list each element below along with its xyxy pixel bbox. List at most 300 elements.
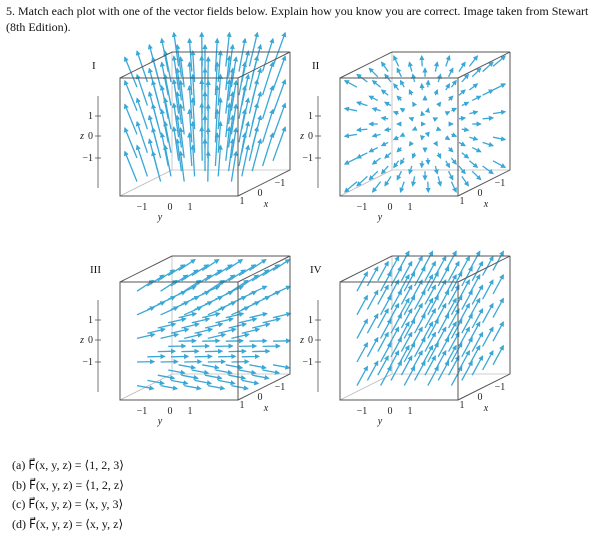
vector-arrow (263, 319, 281, 323)
vector-arrow (357, 102, 367, 105)
vector-arrow (158, 324, 176, 328)
vector-arrow (483, 142, 493, 145)
vector-arrow (252, 270, 269, 281)
vector-arrow (401, 356, 411, 375)
vector-arrow (345, 134, 357, 136)
option-a (12, 456, 124, 476)
vector-arrow (438, 291, 448, 310)
vector-arrow (459, 351, 469, 370)
vector-arrow (493, 112, 505, 114)
vector-arrow (415, 291, 425, 310)
vector-arrow (367, 291, 377, 310)
vector-arrow (192, 370, 209, 373)
vector-arrow (382, 90, 389, 95)
vector-arrow (202, 365, 219, 368)
vector-arrow (472, 96, 481, 100)
vector-arrow (218, 275, 235, 286)
vector-arrow (493, 137, 505, 139)
option-b-tag: (b) (12, 477, 26, 492)
vector-arrow (469, 346, 479, 365)
vector-arrow (345, 158, 357, 164)
option-c-expr: F⃗(x, y, z) = ⟨x, y, 3⟩ (28, 497, 124, 511)
vector-arrow (409, 142, 411, 145)
vector-arrow (462, 129, 469, 130)
vector-arrow (153, 104, 161, 134)
y-tick-label: 1 (407, 406, 413, 417)
vector-arrow (413, 102, 415, 105)
vector-arrow (459, 280, 469, 299)
x-tick-label: 0 (257, 392, 263, 403)
vector-arrow (483, 90, 493, 95)
vector-arrow (462, 361, 472, 380)
panel-label-1: I (92, 60, 96, 72)
vector-arrow (242, 380, 258, 383)
vector-arrow (249, 365, 266, 368)
vector-arrow (218, 329, 236, 333)
panel-label-3: III (90, 264, 101, 276)
x-tick-label: 1 (459, 400, 465, 411)
vector-arrow (483, 118, 493, 119)
vector-arrow (462, 267, 472, 286)
vector-arrow (345, 108, 357, 110)
y-tick-label: 0 (387, 202, 393, 213)
option-c (12, 495, 124, 515)
vector-arrow (367, 267, 377, 286)
vector-arrow (357, 343, 367, 362)
vector-arrow (263, 265, 280, 276)
vector-arrow (394, 137, 399, 139)
vector-arrow (184, 386, 201, 389)
x-axis (240, 382, 286, 414)
vector-arrow (369, 68, 378, 77)
vector-arrow (153, 81, 161, 111)
z-tick-label: 0 (88, 335, 93, 346)
vector-arrow (462, 176, 469, 185)
z-axis-label: z (300, 131, 304, 142)
vector-arrow (388, 257, 398, 276)
vector-arrow (249, 286, 266, 294)
vector-arrows (125, 33, 285, 182)
z-tick-label: 0 (308, 335, 313, 346)
z-tick-label: −1 (82, 153, 93, 164)
vector-arrow (202, 33, 203, 67)
vector-arrow (381, 367, 391, 386)
y-tick-label: −1 (356, 406, 368, 417)
vector-arrow (459, 62, 465, 71)
vector-arrow (435, 280, 445, 299)
option-a-tag: (a) (12, 458, 26, 472)
z-axis (299, 300, 321, 392)
vector-arrow (381, 296, 391, 315)
vector-arrow (493, 275, 503, 294)
vector-arrow (378, 309, 388, 328)
vector-arrow (382, 142, 389, 145)
vector-arrow (435, 166, 437, 174)
option-d (12, 515, 124, 535)
z-tick-label: 1 (308, 315, 313, 326)
vector-arrow (428, 108, 429, 110)
option-c-tag: (c) (12, 497, 26, 511)
vector-arrow (462, 153, 469, 158)
vector-arrow (249, 314, 267, 318)
vector-arrow (397, 171, 401, 180)
vector-arrow (184, 334, 202, 338)
vector-arrow (422, 251, 432, 270)
vector-arrow (483, 351, 493, 370)
z-tick-label: −1 (302, 153, 313, 164)
vector-arrow (357, 296, 367, 315)
option-a-expr: F⃗(x, y, z) = ⟨1, 2, 3⟩ (28, 458, 124, 472)
vector-arrow (192, 319, 210, 323)
x-tick-label: −1 (274, 178, 286, 189)
vector-arrow (373, 81, 381, 88)
vector-arrow (435, 257, 445, 276)
vector-arrow (493, 251, 503, 270)
vector-arrow (493, 84, 505, 90)
vector-arrow (388, 351, 398, 370)
vector-arrow (381, 343, 391, 362)
vector-arrow (493, 299, 503, 318)
x-tick-label: −1 (494, 382, 506, 393)
y-tick-label: −1 (356, 202, 368, 213)
vector-arrow (451, 158, 456, 164)
vector-arrow (451, 134, 456, 136)
x-axis-label: x (263, 403, 269, 414)
vector-arrow (397, 148, 401, 152)
vector-arrow (385, 102, 391, 105)
x-tick-label: −1 (274, 382, 286, 393)
question-number: 5. (6, 4, 15, 18)
vector-arrow (357, 176, 367, 185)
vector-arrow (459, 304, 469, 323)
x-tick-label: 0 (257, 188, 263, 199)
vector-arrow (242, 329, 259, 333)
z-axis-label: z (80, 131, 84, 142)
vector-arrow (401, 262, 411, 281)
vector-arrow (438, 314, 448, 333)
y-tick-label: 1 (187, 202, 193, 213)
vector-arrow (435, 90, 437, 95)
vector-arrow (425, 309, 435, 328)
vector-arrow (391, 291, 401, 310)
vector-arrow (381, 319, 391, 338)
y-tick-label: 1 (407, 202, 413, 213)
vector-arrow (401, 309, 411, 328)
vector-arrow (472, 148, 481, 152)
vector-arrows (345, 56, 505, 192)
vector-arrow (438, 361, 448, 380)
vector-arrow (229, 324, 247, 328)
vector-arrow (394, 161, 399, 168)
vector-arrow (428, 158, 429, 164)
vector-arrow (147, 329, 165, 333)
z-tick-label: 0 (88, 131, 93, 142)
vector-arrow (357, 129, 367, 130)
z-tick-label: 1 (308, 111, 313, 122)
vector-arrow (231, 334, 249, 338)
vector-arrow (404, 367, 414, 386)
vector-arrow (469, 161, 477, 168)
vector-arrow (415, 267, 425, 286)
vector-arrow (412, 304, 422, 323)
vector-arrow (459, 118, 465, 119)
vector-arrow (226, 286, 243, 294)
vector-arrow (422, 84, 423, 90)
vector-arrow (382, 118, 389, 119)
vector-arrow (413, 153, 415, 158)
vector-arrow (161, 334, 179, 338)
vector-arrow (367, 338, 377, 357)
vector-arrow (231, 386, 248, 389)
y-axis (357, 406, 413, 427)
vector-arrow (202, 314, 220, 318)
vector-arrow (415, 361, 425, 380)
vector-arrow (438, 267, 448, 286)
vector-arrow (394, 84, 399, 90)
vector-arrow (252, 375, 269, 378)
vector-arrow (208, 57, 209, 87)
y-tick-label: 0 (167, 202, 173, 213)
z-axis (299, 96, 321, 188)
z-axis-label: z (300, 335, 304, 346)
vector-arrow (469, 299, 479, 318)
vector-arrow (413, 176, 415, 185)
vector-arrow (462, 314, 472, 333)
vector-arrow (428, 367, 438, 386)
vector-arrow (401, 182, 405, 192)
vector-arrow (394, 56, 399, 66)
vector-arrow (446, 112, 450, 114)
y-axis (137, 406, 193, 427)
vector-arrow (483, 304, 493, 323)
x-axis (240, 178, 286, 210)
vector-arrow (147, 380, 164, 383)
vector-arrow (469, 84, 477, 90)
z-tick-label: 0 (308, 131, 313, 142)
vector-arrow (367, 361, 377, 380)
vector-arrow (357, 367, 367, 386)
vector-arrow (179, 314, 197, 318)
vector-arrow (412, 351, 422, 370)
vector-arrow (125, 128, 137, 158)
vector-arrow (263, 370, 280, 373)
vector-arrow (171, 329, 189, 333)
vector-arrow (273, 314, 291, 318)
vector-arrow (493, 161, 505, 168)
z-axis (79, 300, 101, 392)
vector-arrow (373, 158, 381, 164)
vector-arrow (472, 68, 481, 77)
x-tick-label: 0 (477, 188, 483, 199)
vector-arrow (483, 327, 493, 346)
x-tick-label: 1 (239, 400, 245, 411)
vector-arrow (438, 153, 440, 158)
y-tick-label: 0 (387, 406, 393, 417)
vector-arrow (451, 81, 456, 88)
vector-arrow (449, 148, 453, 152)
vector-arrow (401, 285, 411, 304)
z-axis (79, 96, 101, 188)
vector-arrow (401, 333, 411, 352)
vector-arrow (425, 285, 435, 304)
vector-arrow (125, 104, 137, 134)
vector-arrow (373, 182, 381, 192)
vector-arrow (483, 280, 493, 299)
vector-arrow (388, 304, 398, 323)
vector-arrow (422, 112, 423, 114)
option-b (12, 476, 124, 496)
vector-arrow (205, 375, 222, 378)
vector-arrow (409, 90, 411, 95)
vector-arrow (208, 334, 226, 338)
y-tick-label: −1 (136, 406, 148, 417)
vector-arrow (137, 334, 155, 338)
vector-arrow (215, 265, 232, 276)
option-b-expr: F⃗(x, y, z) = ⟨1, 2, z⟩ (29, 477, 124, 492)
vector-arrow (459, 257, 469, 276)
vector-arrow (493, 322, 503, 341)
y-axis-label: y (157, 212, 163, 223)
vector-arrow (273, 260, 290, 271)
vector-arrow (459, 327, 469, 346)
vector-arrow (428, 134, 429, 136)
vector-arrow (229, 375, 246, 378)
vector-arrow (388, 327, 398, 346)
vector-arrow (137, 386, 154, 389)
vector-arrow (273, 365, 290, 368)
vector-arrow (181, 375, 198, 378)
vector-arrow (391, 361, 401, 380)
vector-arrow (171, 275, 188, 286)
x-tick-label: 1 (239, 196, 245, 207)
z-axis-label: z (80, 335, 84, 346)
vector-arrow (472, 309, 482, 328)
vector-arrow (446, 84, 450, 90)
y-axis-label: y (157, 416, 163, 427)
vector-arrow (446, 137, 450, 139)
vector-arrow (385, 129, 391, 130)
vector-arrow (385, 176, 391, 185)
vector-arrow (357, 153, 367, 158)
vector-arrow (435, 304, 445, 323)
vector-arrow (438, 338, 448, 357)
vector-arrow (391, 267, 401, 286)
vector-arrow (125, 152, 137, 182)
vector-arrow (179, 286, 196, 294)
option-d-tag: (d) (12, 516, 26, 531)
vector-arrow (462, 102, 469, 105)
vector-arrow (273, 286, 290, 294)
vector-arrow (422, 137, 423, 139)
vector-arrow (409, 62, 411, 71)
vector-arrow (493, 346, 503, 365)
vector-arrow (202, 286, 219, 294)
vector-arrow (449, 309, 459, 328)
options-list (12, 456, 124, 534)
vector-arrow (226, 260, 243, 271)
z-tick-label: −1 (82, 357, 93, 368)
vector-arrow (412, 280, 422, 299)
vector-arrow (428, 182, 429, 192)
vector-arrow (168, 265, 185, 276)
vector-arrow (462, 338, 472, 357)
vector-arrow (459, 142, 465, 145)
vector-arrows (357, 251, 503, 385)
z-tick-label: 1 (88, 111, 93, 122)
plot-panel-4 (299, 251, 510, 427)
vector-arrow (449, 285, 459, 304)
x-tick-label: 0 (477, 392, 483, 403)
vector-arrow (179, 260, 196, 271)
vector-arrow (399, 251, 409, 270)
vector-arrow (438, 102, 440, 105)
vector-arrow (446, 56, 450, 66)
vector-arrow (425, 262, 435, 281)
vector-arrow (192, 265, 209, 276)
vector-arrow (181, 270, 198, 281)
vector-arrow (435, 118, 437, 119)
vector-arrow (388, 280, 398, 299)
vector-arrow (397, 68, 401, 77)
vector-arrow (218, 380, 235, 383)
vector-arrow (369, 148, 378, 152)
vector-arrow (422, 56, 423, 66)
vector-arrow (205, 270, 222, 281)
vector-arrow (378, 356, 388, 375)
x-axis-label: x (263, 199, 269, 210)
panel-label-4: IV (310, 264, 322, 276)
vector-arrow (401, 108, 405, 110)
vector-arrow (412, 327, 422, 346)
y-axis-label: y (377, 416, 383, 427)
vector-arrow (153, 152, 161, 182)
plot-panel-1 (79, 33, 290, 223)
vector-arrow (449, 262, 459, 281)
vector-arrow (469, 275, 479, 294)
vector-arrow (345, 81, 357, 88)
x-axis-label: x (483, 199, 489, 210)
vector-arrow (125, 81, 137, 111)
vector-arrow (215, 370, 232, 373)
vector-arrow (397, 96, 401, 100)
vector-arrow (171, 380, 188, 383)
vector-arrow (469, 251, 479, 270)
y-tick-label: 1 (187, 406, 193, 417)
vector-arrow (472, 285, 482, 304)
option-d-expr: F⃗(x, y, z) = ⟨x, y, z⟩ (29, 516, 124, 531)
question-body: Match each plot with one of the vector fields below. Explain how you know you are correct. Image taken from Stewart (8th Edition). (6, 4, 589, 34)
vector-arrow (168, 370, 185, 373)
vector-arrow (168, 319, 186, 323)
y-axis (137, 202, 193, 223)
vector-arrow (153, 57, 161, 87)
vector-arrow (373, 134, 381, 136)
vector-arrow (415, 338, 425, 357)
x-axis (460, 382, 506, 414)
vector-arrows (137, 260, 291, 389)
vector-arrow (378, 262, 388, 281)
vector-arrow (483, 257, 493, 276)
vector-arrow (446, 161, 450, 168)
panel-label-2: II (312, 60, 320, 72)
y-axis (357, 202, 413, 223)
vector-arrow (401, 134, 405, 136)
vector-arrow (369, 171, 378, 180)
vector-arrow (469, 322, 479, 341)
vector-arrow (425, 333, 435, 352)
vector-arrow (147, 275, 164, 286)
plot-panel-3 (79, 256, 290, 427)
